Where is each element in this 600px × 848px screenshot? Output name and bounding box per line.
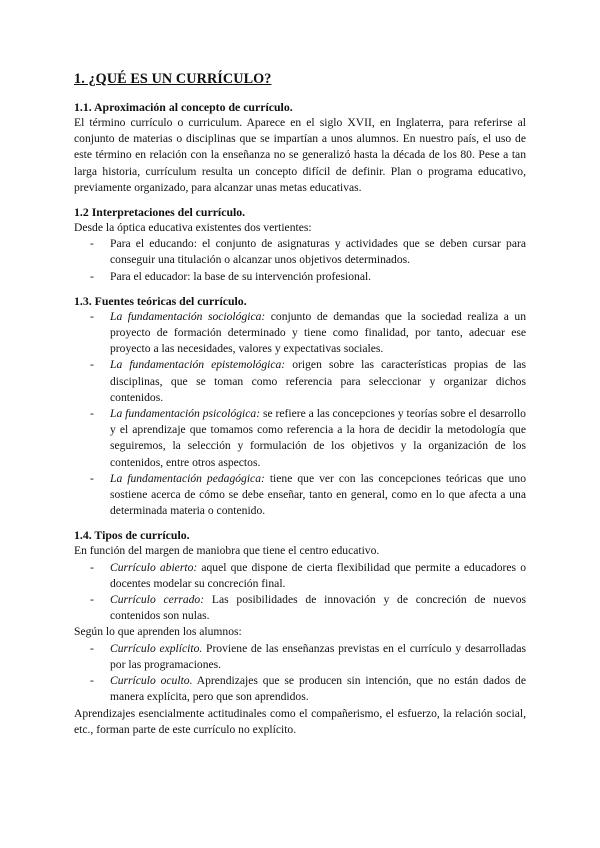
dash-bullet: - xyxy=(90,237,94,251)
dash-bullet: - xyxy=(90,269,94,283)
list-item xyxy=(74,673,526,705)
dash-bullet: - xyxy=(90,593,94,607)
bullet-list xyxy=(74,560,526,625)
bullet-list xyxy=(74,309,526,520)
list-item-text: tiene que ver con las concepciones teóricas que uno sostiene acerca de cómo se debe enseñar, tanto en general, como en lo que afecta a una determinada materia o contenido. xyxy=(110,471,526,518)
list-item-text: se refiere a las concepciones y teorías sobre el desarrollo y el aprendizaje que tomamos como referencia a la hora de decidir la metodología que seguiremos, la selección y formulación de los objetivos y la organización de los contenidos, entre otros aspectos. xyxy=(110,407,526,469)
section-intro: Según lo que aprenden los alumnos: xyxy=(74,625,242,639)
dash-bullet: - xyxy=(90,560,94,574)
dash-bullet: - xyxy=(90,407,94,421)
closing-paragraph: Aprendizajes esencialmente actitudinales como el compañerismo, el esfuerzo, la relación social, etc., forman parte de este currículo no explícito. xyxy=(74,706,526,736)
list-item xyxy=(74,406,526,471)
page-title: 1. ¿QUÉ ES UN CURRÍCULO? xyxy=(74,71,272,87)
list-item xyxy=(74,641,526,673)
section-paragraph: El término currículo o curriculum. Aparece en el siglo XVII, en Inglaterra, para referirse al conjunto de materias o disciplinas que se impartían a unos alumnos. En nuestro país, el uso de este término en relación con la enseñanza no se generalizó hasta la década de los 80. Pese a tan larga historia, currículum resulta un concepto difícil de definir. Plan o programa educativo, previamente organizado, para alcanzar unas metas educativas. xyxy=(74,116,526,194)
list-item-text: Aprendizajes que se producen sin intención, que no están dados de manera explícita, pero que son aprendidos. xyxy=(110,674,526,704)
list-item xyxy=(74,471,526,520)
list-item-term: Currículo explícito. xyxy=(110,641,203,655)
section-heading: 1.4. Tipos de currículo. xyxy=(74,528,190,543)
list-item xyxy=(74,269,526,285)
list-item xyxy=(74,236,526,268)
list-item-term: La fundamentación psicológica: xyxy=(110,407,261,421)
list-item-term: La fundamentación sociológica: xyxy=(110,309,266,323)
dash-bullet: - xyxy=(90,641,94,655)
list-item xyxy=(74,309,526,358)
list-item-term: Currículo cerrado: xyxy=(110,593,205,607)
list-item-term: La fundamentación pedagógica: xyxy=(110,471,265,485)
list-item-text: conjunto de demandas que la sociedad realiza a un proyecto de formación determinado y tiene como finalidad, por tanto, adecuar ese proyecto a las necesidades, valores y expectativas sociales. xyxy=(110,309,526,356)
dash-bullet: - xyxy=(90,309,94,323)
list-item xyxy=(74,357,526,406)
list-item xyxy=(74,560,526,592)
list-item-text: Proviene de las enseñanzas previstas en el currículo y desarrolladas por las programaciones. xyxy=(110,641,526,671)
list-item xyxy=(74,592,526,624)
section-fuentes xyxy=(74,293,526,520)
section-intro: Desde la óptica educativa existentes dos vertientes: xyxy=(74,221,312,235)
list-item-text: Para el educando: el conjunto de asignaturas y actividades que se deben cursar para conseguir una titulación o alcanzar unos objetivos determinados. xyxy=(110,237,526,267)
dash-bullet: - xyxy=(90,471,94,485)
section-tipos xyxy=(74,527,526,737)
list-item-text: origen sobre las características propias de las disciplinas, que se toman como referencia para seleccionar y organizar dichos contenidos. xyxy=(110,358,526,404)
list-item-text: Las posibilidades de innovación y de concreción de nuevos contenidos son nulas. xyxy=(110,593,527,623)
section-interpretaciones xyxy=(74,204,526,285)
section-heading: 1.1. Aproximación al concepto de currículo. xyxy=(74,100,293,114)
bullet-list xyxy=(74,641,526,706)
bullet-list xyxy=(74,236,526,285)
list-item-term: La fundamentación epistemológica: xyxy=(110,358,286,372)
document-page xyxy=(74,70,526,747)
list-item-term: Currículo oculto. xyxy=(110,674,193,688)
section-intro: En función del margen de maniobra que tiene el centro educativo. xyxy=(74,544,380,558)
section-heading: 1.2 Interpretaciones del currículo. xyxy=(74,205,246,220)
section-aproximacion xyxy=(74,99,526,196)
list-item-term: Currículo abierto: xyxy=(110,560,198,574)
dash-bullet: - xyxy=(90,358,94,372)
list-item-text: aquel que dispone de cierta flexibilidad que permite a educadores o docentes modelar su concreción final. xyxy=(110,560,526,590)
list-item-text: Para el educador: la base de su intervención profesional. xyxy=(110,269,372,283)
section-heading: 1.3. Fuentes teóricas del currículo. xyxy=(74,293,247,308)
dash-bullet: - xyxy=(90,674,94,688)
